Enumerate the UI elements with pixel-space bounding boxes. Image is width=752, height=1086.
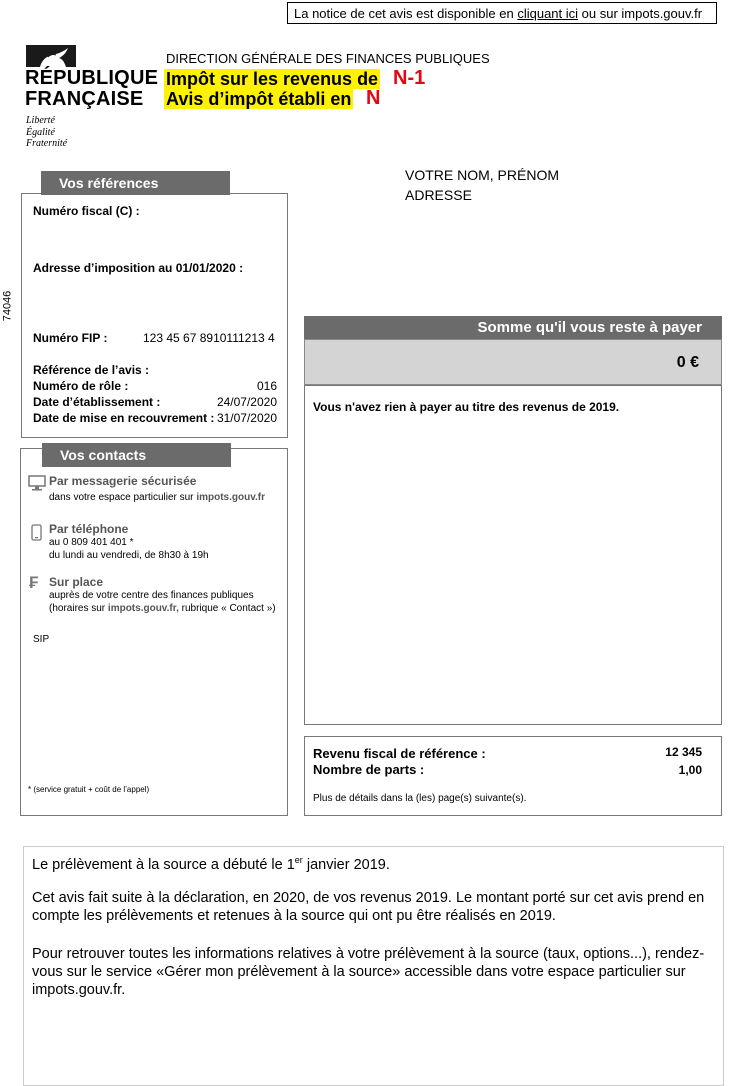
notice-link[interactable]: cliquant ici <box>517 6 579 21</box>
role-label: Numéro de rôle : <box>33 379 129 393</box>
fip-value: 123 45 67 8910111213 4 <box>143 331 275 345</box>
recipient-name: VOTRE NOM, PRÉNOM <box>405 167 560 183</box>
title-line2: Avis d’impôt établi en <box>166 89 352 109</box>
messagerie-text <box>49 491 265 504</box>
direction-title: DIRECTION GÉNÉRALE DES FINANCES PUBLIQUES <box>166 51 490 66</box>
marianne-logo-icon <box>26 45 76 67</box>
monitor-icon <box>28 475 46 491</box>
fip-label: Numéro FIP : <box>33 331 108 345</box>
adresse-imposition-label: Adresse d’imposition au 01/01/2020 : <box>33 261 244 275</box>
sur-place-text1: auprès de votre centre des finances publiques <box>49 590 254 601</box>
info-p1-b: janvier 2019. <box>302 856 390 873</box>
parts-value: 1,00 <box>678 763 702 777</box>
rf-line2: FRANÇAISE <box>25 88 144 110</box>
messagerie-link[interactable]: impots.gouv.fr <box>196 492 266 503</box>
payment-message: Vous n'avez rien à payer au titre des revenus de 2019. <box>313 400 620 414</box>
motto-fraternite: Fraternité <box>26 138 68 149</box>
parts-label: Nombre de parts : <box>313 762 425 777</box>
messagerie-desc: dans votre espace particulier sur <box>49 492 194 503</box>
recouvrement-value: 31/07/2020 <box>216 411 277 425</box>
sur-place-title: Sur place <box>49 575 104 589</box>
title-year1: N-1 <box>393 67 426 89</box>
sip-label: SIP <box>33 634 50 645</box>
payment-body <box>304 385 722 725</box>
messagerie-title: Par messagerie sécurisée <box>49 474 197 488</box>
info-p1-sup: er <box>294 855 303 865</box>
reference-avis-label: Référence de l’avis : <box>33 363 150 377</box>
telephone-title: Par téléphone <box>49 522 129 536</box>
phone-icon <box>31 524 42 541</box>
sur-place-text2 <box>49 602 276 615</box>
info-paragraph-3: Pour retrouver toutes les informations relatives à votre prélèvement à la source (taux, options...), rendez-vous sur le service «Gérer mon prélèvement à la source» accessible dans votre espace particulier sur impots.gouv.fr. <box>32 946 705 998</box>
etablissement-value: 24/07/2020 <box>216 395 277 409</box>
motto-egalite: Égalité <box>26 126 55 138</box>
notice-suffix: ou sur impots.gouv.fr <box>581 6 703 21</box>
details-note: Plus de détails dans la (les) page(s) suivante(s). <box>313 793 527 804</box>
franc-sign-icon: ₣ <box>29 573 39 592</box>
notice-banner <box>287 2 717 24</box>
republique-francaise <box>25 68 158 110</box>
etablissement-label: Date d’établissement : <box>33 395 161 409</box>
info-paragraph-1 <box>32 851 722 874</box>
recouvrement-label: Date de mise en recouvrement : <box>33 411 215 425</box>
info-p1-a: Le prélèvement à la source a débuté le 1 <box>32 856 295 873</box>
role-value: 016 <box>256 379 277 393</box>
rf-line1: RÉPUBLIQUE <box>25 67 159 89</box>
sur-place-text2-b: rubrique « Contact ») <box>181 603 276 614</box>
notice-prefix: La notice de cet avis est disponible en <box>294 6 514 21</box>
telephone-number: au 0 809 401 401 * <box>49 537 134 548</box>
side-code: 74046 <box>1 290 14 322</box>
telephone-hours: du lundi au vendredi, de 8h30 à 19h <box>49 550 209 561</box>
motto-liberte: Liberté <box>26 115 55 126</box>
title-line1: Impôt sur les revenus de <box>166 69 379 89</box>
sur-place-link[interactable]: impots.gouv.fr, <box>107 603 179 614</box>
recipient-address: ADRESSE <box>405 187 472 203</box>
sur-place-text2-a: (horaires sur <box>49 603 106 614</box>
payment-amount: 0 € <box>304 339 722 385</box>
info-paragraph-2: Cet avis fait suite à la déclaration, en 2020, de vos revenus 2019. Le montant porté sur cet avis prend en compte les prélèvements et retenues à la source qui ont pu être réalisés en 2019. <box>32 890 705 924</box>
contacts-footnote: * (service gratuit + coût de l’appel) <box>28 785 150 794</box>
numero-fiscal-label: Numéro fiscal (C) : <box>33 204 140 218</box>
title-year2: N <box>366 87 381 109</box>
rfr-value: 12 345 <box>665 745 702 759</box>
references-header: Vos références <box>41 171 230 195</box>
contacts-header: Vos contacts <box>42 443 231 467</box>
payment-header: Somme qu'il vous reste à payer <box>304 316 722 339</box>
recipient-block <box>405 165 559 205</box>
motto <box>26 115 67 150</box>
rfr-label: Revenu fiscal de référence : <box>313 746 486 761</box>
